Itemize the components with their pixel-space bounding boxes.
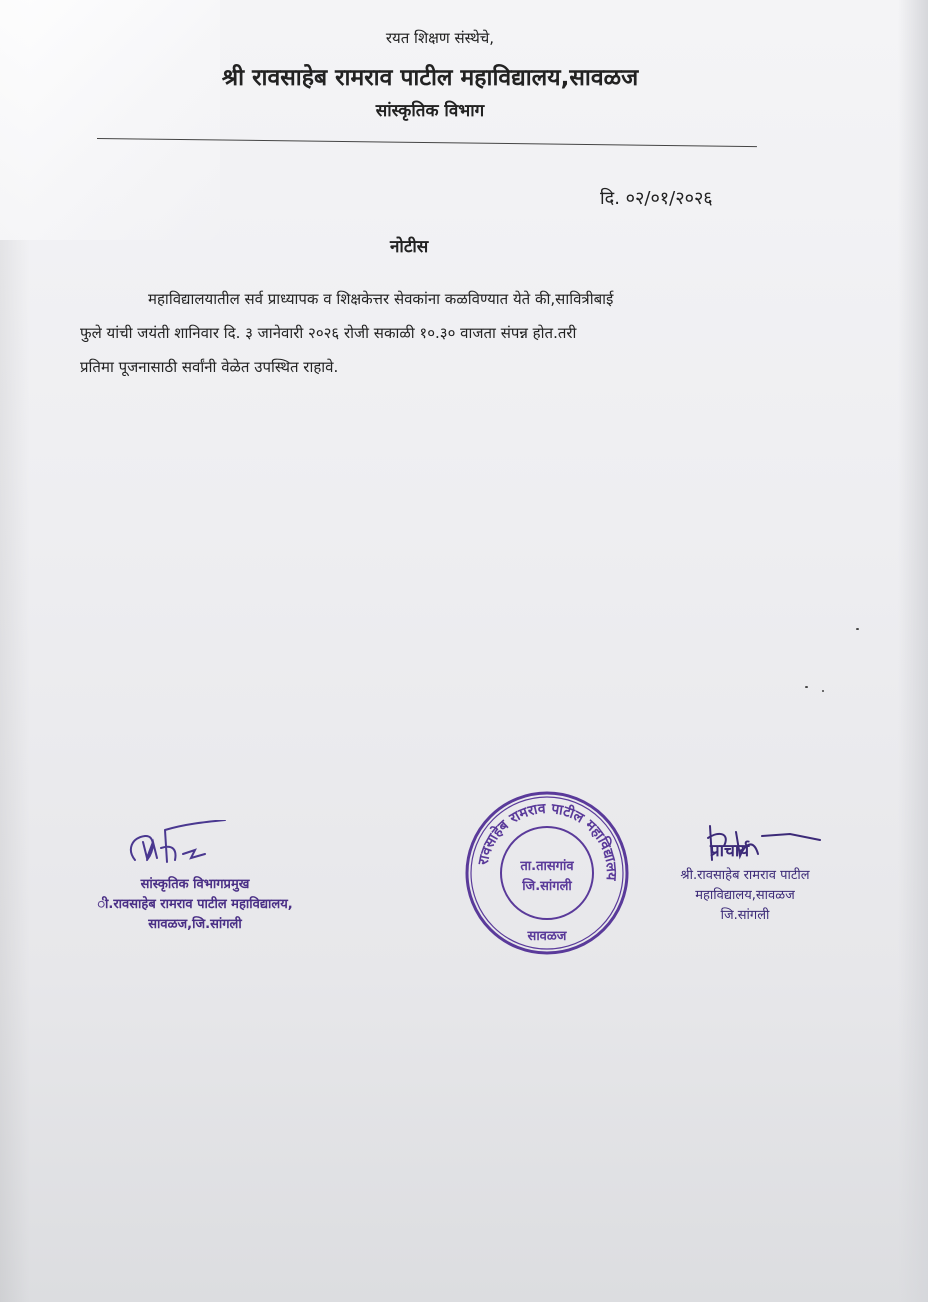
notice-title: नोटीस (390, 237, 429, 257)
left-signature-scribble (125, 820, 235, 876)
paper-speck (805, 686, 808, 688)
right-sig-line-3: जि.सांगली (720, 908, 770, 923)
stamp-inner-line-1: ता.तासगांव (520, 859, 574, 874)
paper-speck (822, 690, 824, 692)
notice-date: दि. ०२/०१/२०२६ (600, 188, 713, 209)
college-stamp (462, 788, 632, 958)
society-name: रयत शिक्षण संस्थेचे, (385, 29, 495, 47)
paper-edge (898, 0, 928, 1302)
right-sig-line-2: महाविद्यालय,सावळज (695, 888, 795, 903)
notice-line-2: फुले यांची जयंती शानिवार दि. ३ जानेवारी २०२६ रोजी सकाळी १०.३० वाजता संपन्न होत.तरी (80, 324, 577, 342)
stamp-inner-line-2: जि.सांगली (522, 879, 572, 894)
right-sig-line-1: श्री.रावसाहेब रामराव पाटील (680, 868, 810, 883)
left-sig-line-2: ी.रावसाहेब रामराव पाटील महाविद्यालय, (97, 897, 293, 912)
principal-title: प्राचार्य (710, 841, 750, 861)
stamp-bottom-text: सावळज (527, 929, 567, 944)
stamp-graphic (462, 788, 632, 958)
notice-line-3: प्रतिमा पूजनासाठी सर्वांनी वेळेत उपस्थित राहावे. (80, 358, 339, 376)
notice-body (80, 282, 780, 384)
notice-line-1: महाविद्यालयातील सर्व प्राध्यापक व शिक्षकेत्तर सेवकांना कळविण्यात येते की,सावित्रीबाई (148, 290, 614, 308)
department-name: सांस्कृतिक विभाग (375, 101, 485, 121)
stamp-ring-text: रावसाहेब रामराव पाटील महाविद्यालय (475, 800, 620, 881)
college-name: श्री रावसाहेब रामराव पाटील महाविद्यालय,सावळज (221, 65, 639, 91)
left-sig-line-3: सावळज,जि.सांगली (148, 917, 242, 932)
paper-speck (856, 628, 859, 630)
left-sig-line-1: सांस्कृतिक विभागप्रमुख (140, 877, 250, 892)
right-signature-scribble (650, 820, 850, 870)
